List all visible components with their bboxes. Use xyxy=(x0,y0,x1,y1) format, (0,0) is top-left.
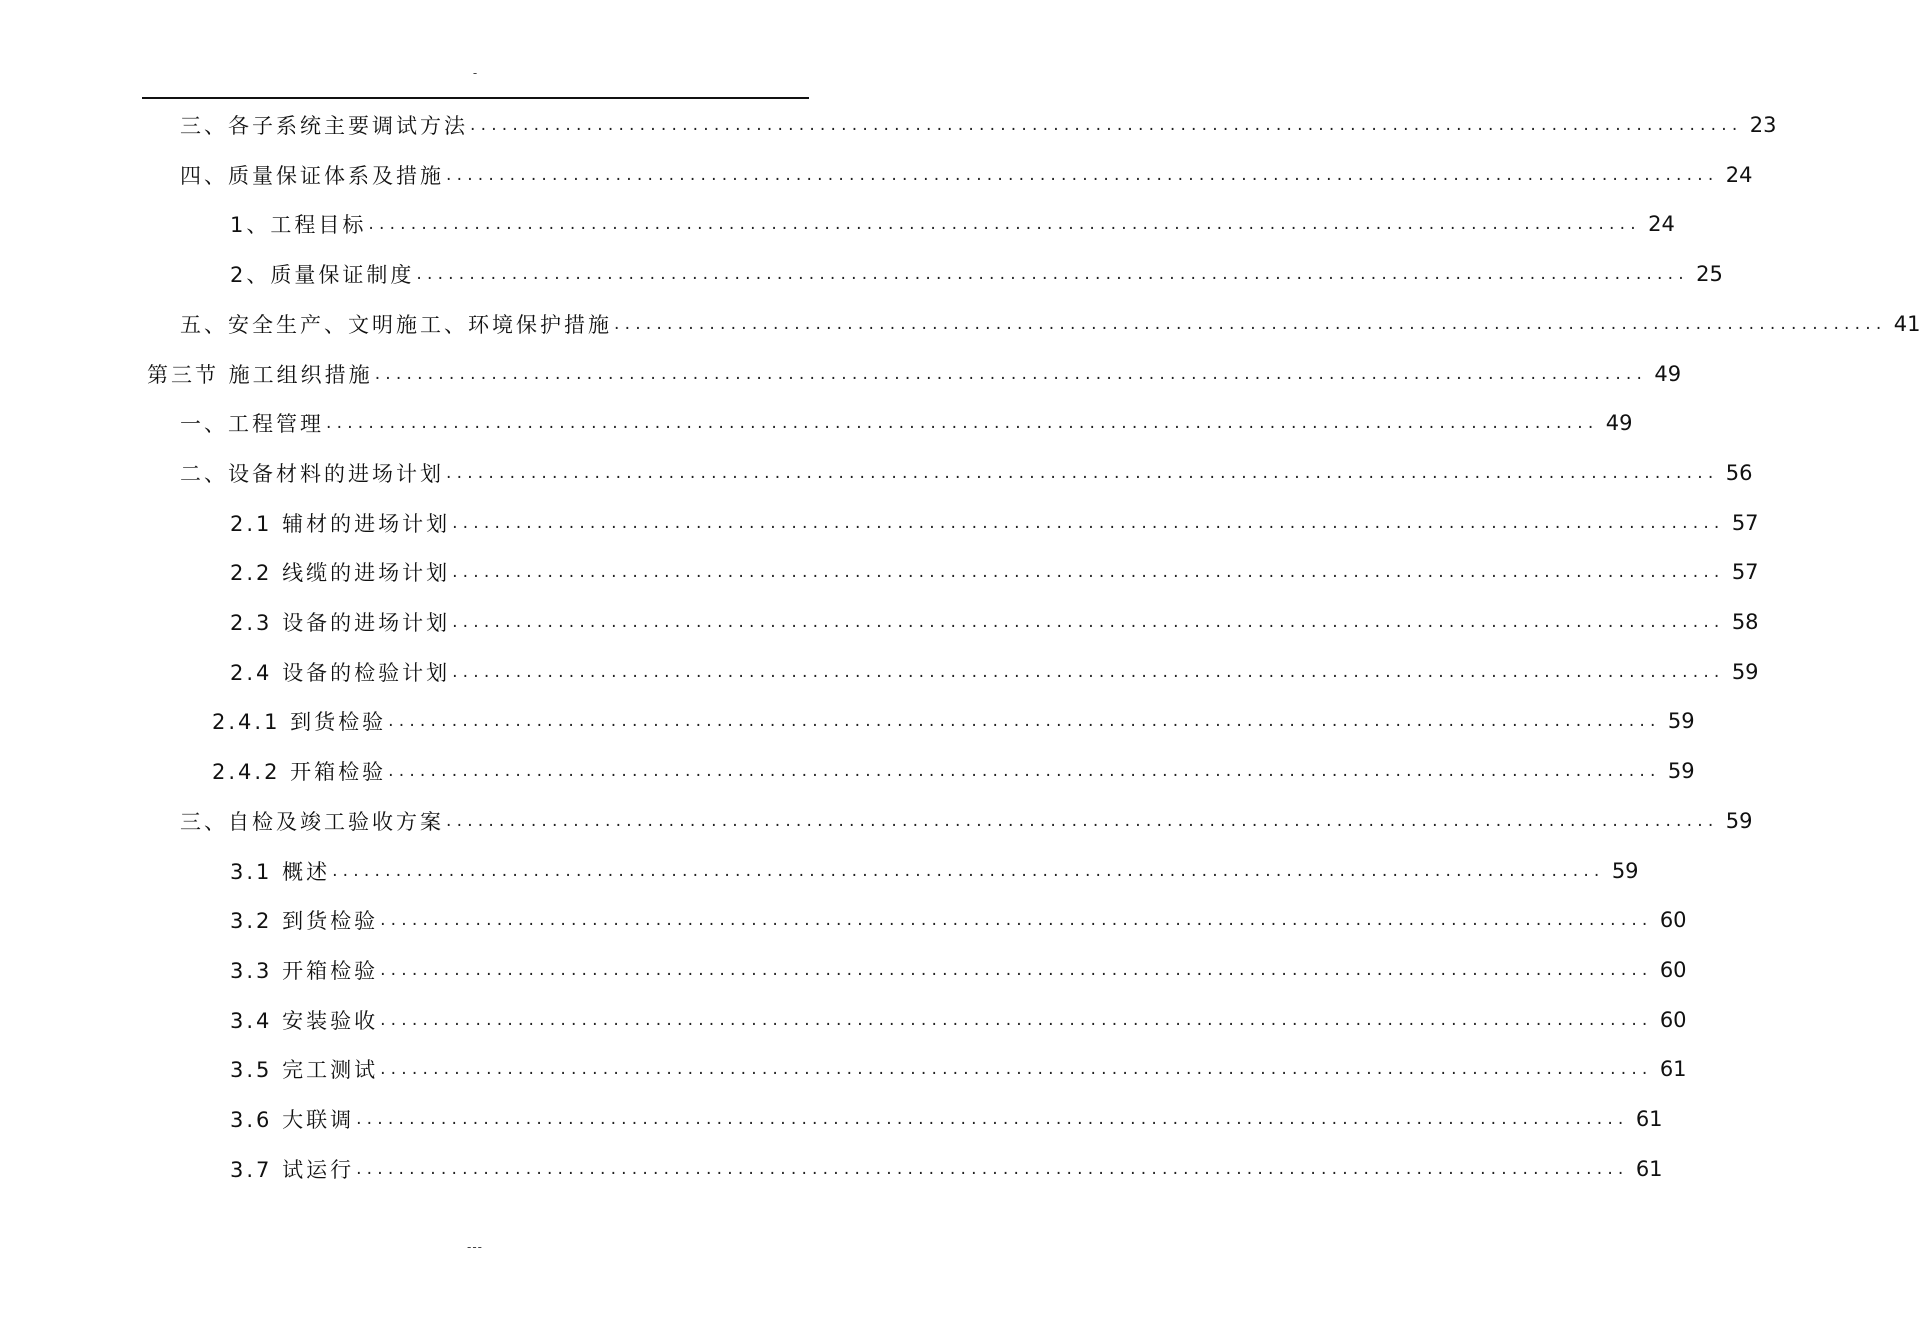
toc-entry-page-number: 59 xyxy=(1725,808,1753,833)
toc-entry-title: 2.1 辅材的进场计划 xyxy=(230,511,451,536)
toc-entry-page-number: 60 xyxy=(1659,908,1687,933)
toc-entry-page-number: 49 xyxy=(1654,361,1682,386)
toc-entry[interactable] xyxy=(0,746,1695,796)
toc-entry-page-number: 60 xyxy=(1659,1007,1687,1032)
toc-dot-leader: ........................................................................................................................ xyxy=(380,1059,1653,1080)
toc-entry-title: 2.2 线缆的进场计划 xyxy=(230,561,451,586)
toc-entry-title: 3.1 概述 xyxy=(230,859,331,884)
toc-entry-title: 2.4.1 到货检验 xyxy=(212,710,387,735)
toc-entry[interactable] xyxy=(0,796,1753,846)
toc-entry[interactable] xyxy=(0,945,1687,995)
toc-entry[interactable] xyxy=(0,1094,1663,1144)
toc-dot-leader: ........................................................................................................................ xyxy=(368,214,1641,235)
toc-entry-title: 三、自检及竣工验收方案 xyxy=(180,809,444,834)
toc-entry[interactable] xyxy=(0,995,1687,1045)
toc-dot-leader: ........................................................................................................................ xyxy=(614,313,1887,334)
toc-dot-leader: ........................................................................................................................ xyxy=(470,115,1743,135)
toc-entry[interactable] xyxy=(0,150,1753,200)
toc-entry-title: 五、安全生产、文明施工、环境保护措施 xyxy=(180,312,612,337)
toc-entry-title: 二、设备材料的进场计划 xyxy=(180,461,444,486)
toc-entry[interactable] xyxy=(0,597,1759,647)
toc-entry-title: 3.5 完工测试 xyxy=(230,1058,379,1083)
toc-entry[interactable] xyxy=(0,1044,1687,1094)
toc-entry[interactable] xyxy=(0,199,1675,249)
toc-entry[interactable] xyxy=(0,547,1759,597)
toc-entry-page-number: 24 xyxy=(1725,162,1753,187)
page-header-mark: - xyxy=(472,66,478,80)
toc-dot-leader: ........................................................................................................................ xyxy=(446,164,1719,185)
toc-entry-title: 1、工程目标 xyxy=(230,213,367,238)
toc-dot-leader: ........................................................................................................................ xyxy=(380,910,1653,931)
toc-dot-leader: ........................................................................................................................ xyxy=(332,860,1605,881)
toc-entry[interactable] xyxy=(0,349,1682,399)
toc-entry-page-number: 59 xyxy=(1731,659,1759,684)
toc-dot-leader: ........................................................................................................................ xyxy=(356,1109,1629,1129)
toc-dot-leader: ........................................................................................................................ xyxy=(326,413,1599,434)
toc-entry-page-number: 59 xyxy=(1611,858,1639,883)
header-rule xyxy=(142,97,809,99)
toc-entry[interactable] xyxy=(0,498,1759,548)
toc-entry-title: 第三节 施工组织措施 xyxy=(147,362,373,387)
toc-entry[interactable] xyxy=(0,299,1920,349)
toc-entry-page-number: 41 xyxy=(1893,311,1920,336)
toc-entry-title: 2.4.2 开箱检验 xyxy=(212,760,387,785)
toc-entry[interactable] xyxy=(0,398,1633,448)
toc-dot-leader: ........................................................................................................................ xyxy=(452,562,1725,583)
toc-entry[interactable] xyxy=(0,249,1723,299)
toc-dot-leader: ........................................................................................................................ xyxy=(380,959,1653,980)
toc-entry-page-number: 57 xyxy=(1731,510,1759,535)
toc-entry-title: 3.2 到货检验 xyxy=(230,909,379,934)
toc-dot-leader: ........................................................................................................................ xyxy=(380,1009,1653,1030)
toc-entry-page-number: 61 xyxy=(1659,1057,1687,1082)
toc-entry-title: 四、质量保证体系及措施 xyxy=(180,163,444,188)
toc-entry-title: 3.7 试运行 xyxy=(230,1157,355,1182)
toc-entry[interactable] xyxy=(0,647,1759,697)
toc-entry-title: 三、各子系统主要调试方法 xyxy=(180,114,468,138)
toc-entry-page-number: 56 xyxy=(1725,460,1753,485)
toc-dot-leader: ........................................................................................................................ xyxy=(374,363,1648,384)
toc-entry[interactable] xyxy=(0,1144,1663,1194)
toc-dot-leader: ........................................................................................................................ xyxy=(356,1158,1629,1179)
toc-entry-title: 2、质量保证制度 xyxy=(230,263,415,288)
toc-entry-page-number: 23 xyxy=(1749,113,1777,137)
toc-entry[interactable] xyxy=(0,846,1639,896)
toc-entry[interactable] xyxy=(0,895,1687,945)
page-footer-mark: --- xyxy=(467,1240,483,1254)
toc-dot-leader: ........................................................................................................................ xyxy=(416,264,1689,285)
toc-entry[interactable] xyxy=(0,696,1695,746)
toc-dot-leader: ........................................................................................................................ xyxy=(446,462,1719,483)
toc-entry-page-number: 25 xyxy=(1696,262,1723,287)
toc-entry-title: 一、工程管理 xyxy=(180,412,324,437)
toc-dot-leader: ........................................................................................................................ xyxy=(446,810,1719,831)
toc-entry-page-number: 60 xyxy=(1659,957,1687,982)
toc-entry-title: 3.3 开箱检验 xyxy=(230,958,379,983)
toc-entry[interactable] xyxy=(0,448,1753,498)
toc-entry-title: 2.4 设备的检验计划 xyxy=(230,660,451,685)
toc-entry[interactable] xyxy=(0,100,1777,150)
toc-entry-page-number: 59 xyxy=(1667,759,1695,784)
toc-dot-leader: ........................................................................................................................ xyxy=(452,661,1725,682)
toc-entry-page-number: 57 xyxy=(1731,560,1759,585)
toc-entry-page-number: 59 xyxy=(1667,709,1695,734)
toc-dot-leader: ........................................................................................................................ xyxy=(388,761,1661,782)
toc-entry-page-number: 61 xyxy=(1635,1107,1663,1131)
toc-entry-page-number: 61 xyxy=(1635,1156,1663,1181)
toc-dot-leader: ........................................................................................................................ xyxy=(388,711,1661,732)
toc-entry-title: 3.4 安装验收 xyxy=(230,1008,379,1033)
toc-entry-title: 2.3 设备的进场计划 xyxy=(230,611,451,635)
toc-entry-title: 3.6 大联调 xyxy=(230,1108,355,1132)
toc-dot-leader: ........................................................................................................................ xyxy=(452,612,1725,632)
toc-entry-page-number: 24 xyxy=(1648,212,1675,237)
toc-entry-page-number: 58 xyxy=(1731,610,1759,634)
toc-entry-page-number: 49 xyxy=(1605,411,1633,436)
toc-dot-leader: ........................................................................................................................ xyxy=(452,512,1725,533)
